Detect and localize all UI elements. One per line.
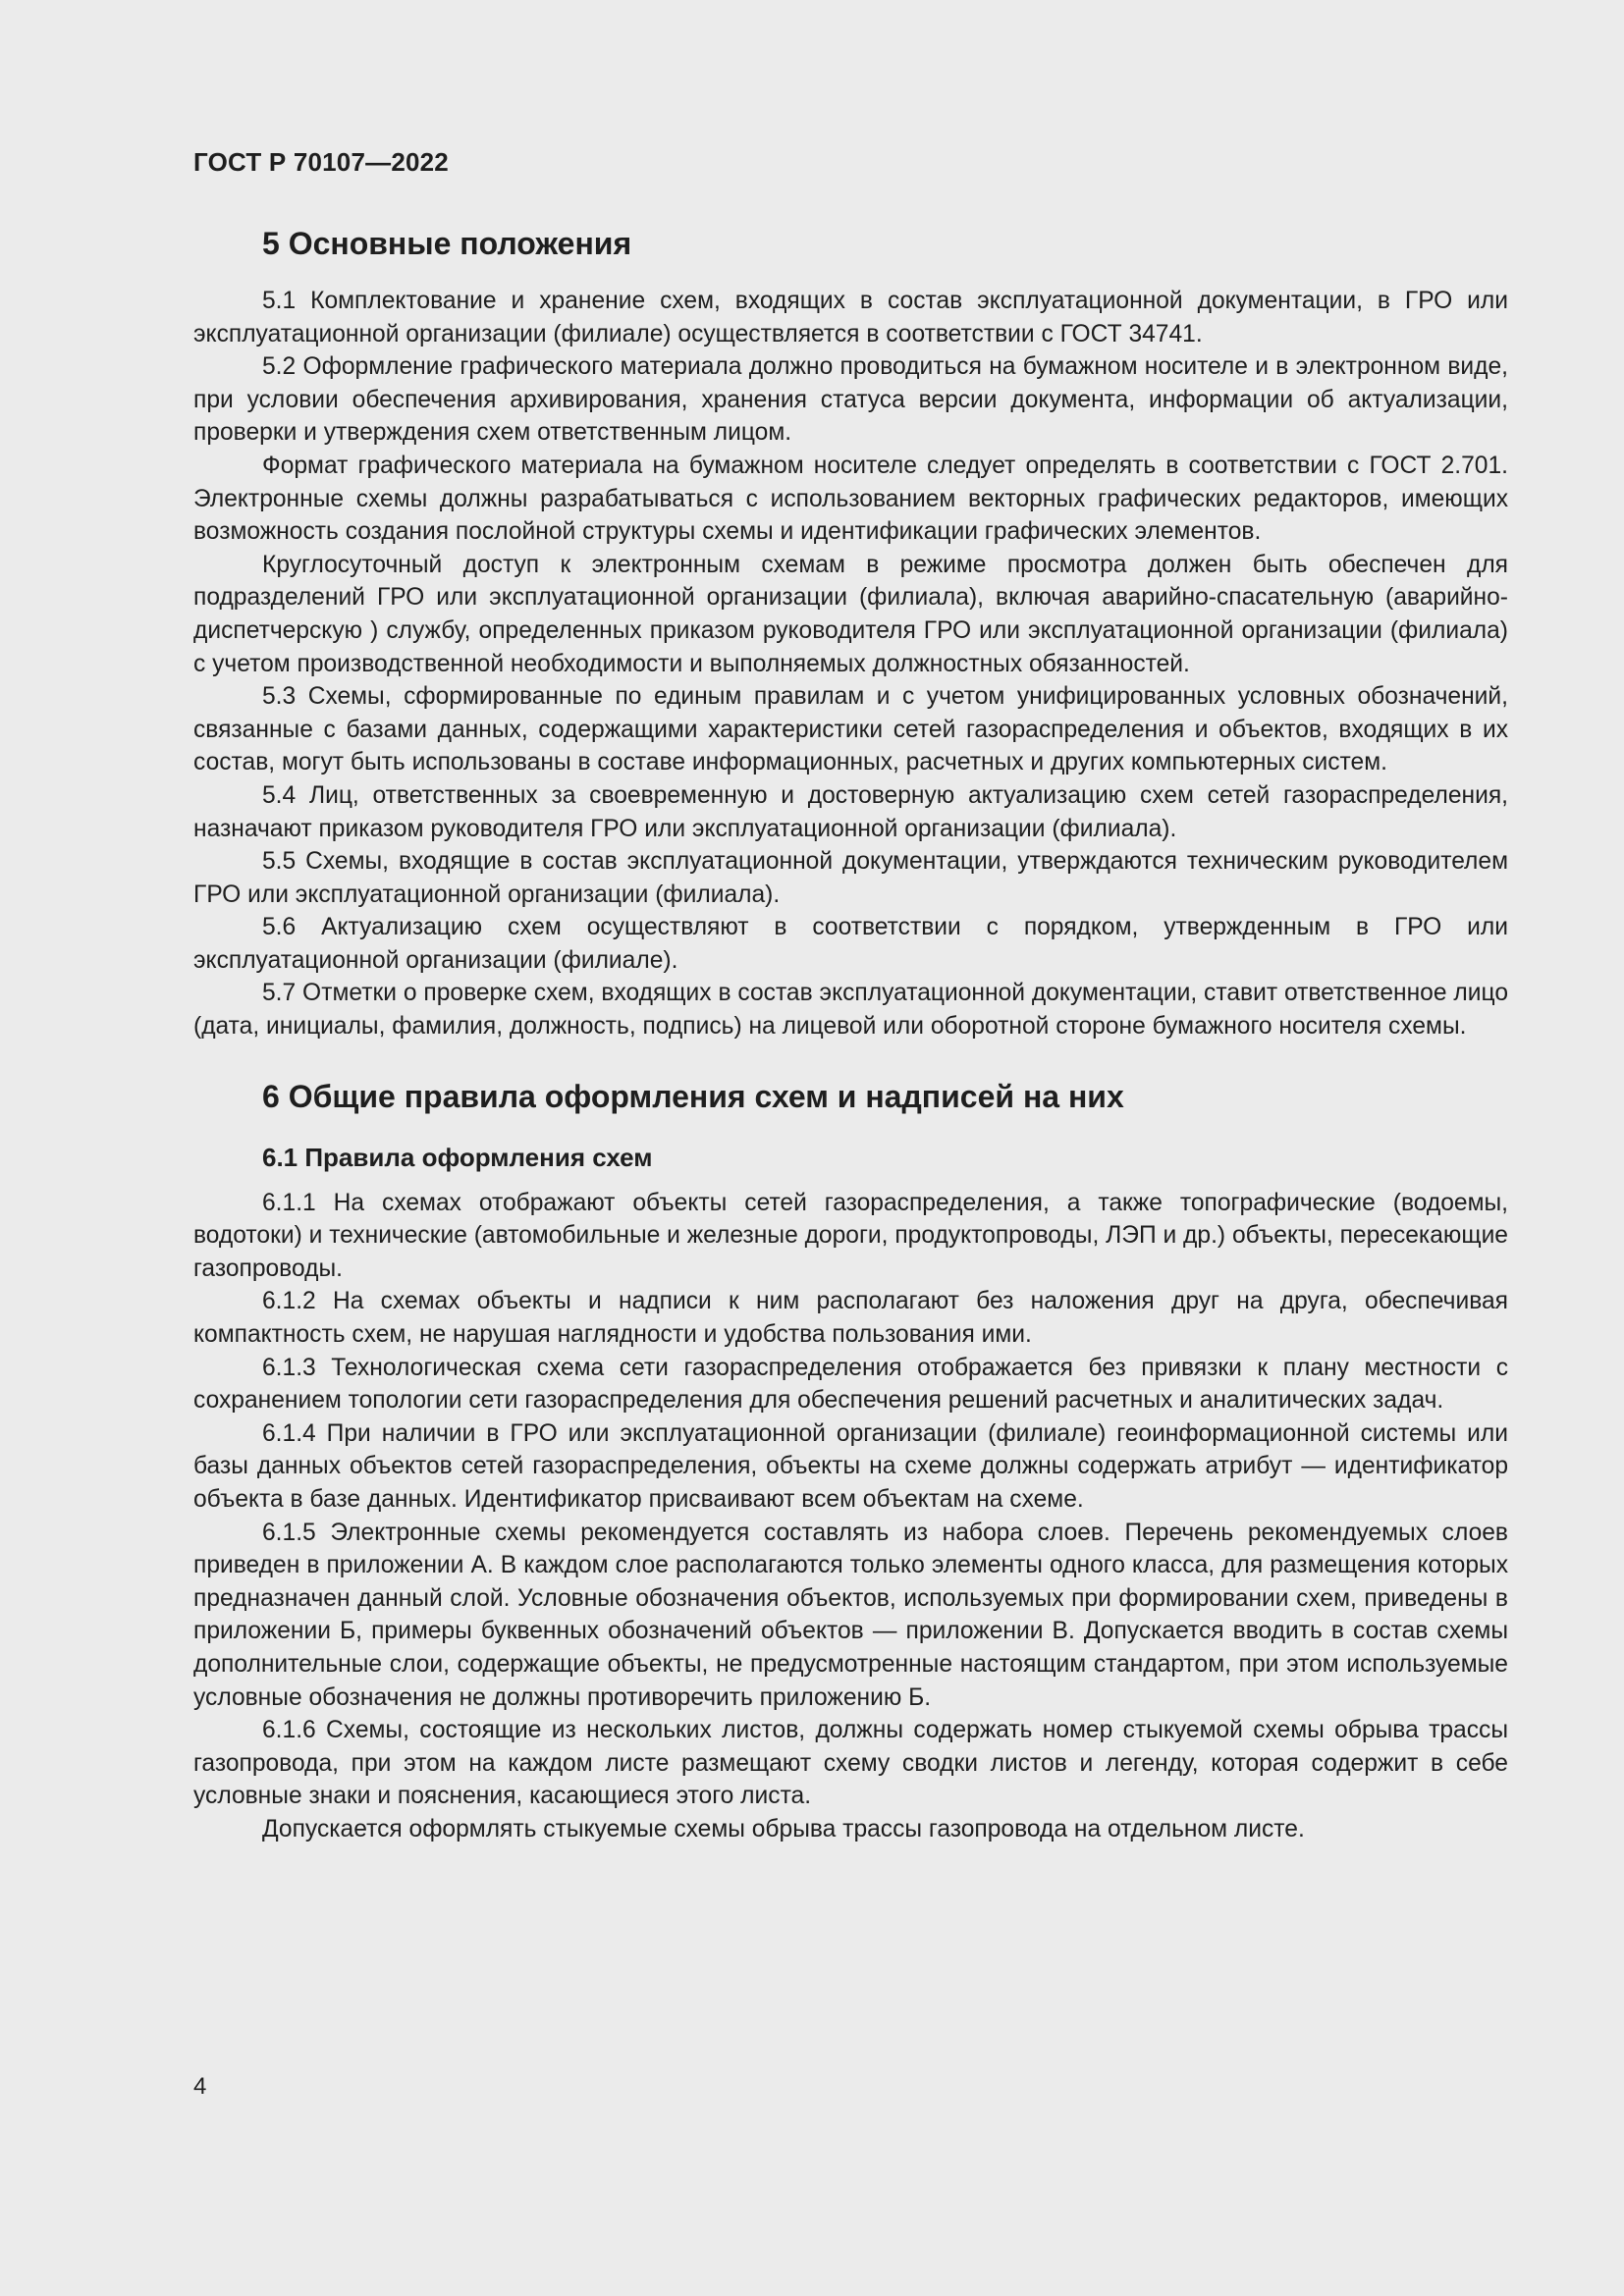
section-5-title: 5 Основные положения — [262, 226, 632, 261]
paragraph-6-1-3: 6.1.3 Технологическая схема сети газораспределения отображается без привязки к плану местности с сохранением топологии сети газораспределения для обеспечения решений расчетных и аналитических задач. — [193, 1354, 1508, 1415]
paragraph-6-1-6-note: Допускается оформлять стыкуемые схемы обрыва трассы газопровода на отдельном листе. — [262, 1815, 1305, 1842]
document-code-header: ГОСТ Р 70107—2022 — [193, 147, 449, 177]
paragraph-6-1-5: 6.1.5 Электронные схемы рекомендуется составлять из набора слоев. Перечень рекомендуемых слоев приведен в приложении А. В каждом слое располагаются только элементы одного класса, для размещения которых предназначен данный слой. Условные обозначения объектов, используемых при формировании схем, приведены в приложении Б, примеры буквенных обозначений объектов — приложении В. Допускается вводить в состав схемы дополнительные слои, содержащие объекты, не предусмотренные настоящим стандартом, при этом используемые условные обозначения не должны противоречить приложению Б. — [193, 1519, 1508, 1711]
subsection-6-1-title: 6.1 Правила оформления схем — [262, 1142, 653, 1172]
paragraph-6-1-2: 6.1.2 На схемах объекты и надписи к ним располагают без наложения друг на друга, обеспечивая компактность схем, не нарушая наглядности и удобства пользования ими. — [193, 1288, 1508, 1349]
paragraph-5-2-format: Формат графического материала на бумажном носителе следует определять в соответствии с ГОСТ 2.701. Электронные схемы должны разрабатываться с использованием векторных графических редакторов, имеющих возможность создания послойной структуры схемы и идентификации графических элементов. — [193, 452, 1508, 546]
paragraph-5-1: 5.1 Комплектование и хранение схем, входящих в состав эксплуатационной документации, в ГРО или эксплуатационной организации (филиале) осуществляется в соответствии с ГОСТ 34741. — [193, 288, 1508, 347]
paragraph-5-2: 5.2 Оформление графического материала должно проводиться на бумажном носителе и в электронном виде, при условии обеспечения архивирования, хранения статуса версии документа, информации об актуализации, проверки и утверждения схем ответственным лицом. — [193, 353, 1508, 447]
paragraph-5-4: 5.4 Лиц, ответственных за своевременную и достоверную актуализацию схем сетей газораспределения, назначают приказом руководителя ГРО или эксплуатационной организации (филиала). — [193, 781, 1508, 842]
paragraph-5-3: 5.3 Схемы, сформированные по единым правилам и с учетом унифицированных условных обозначений, связанные с базами данных, содержащими характеристики сетей газораспределения и объектов, входящих в их состав, могут быть использованы в составе информационных, расчетных и других компьютерных систем. — [193, 683, 1508, 776]
section-6-title: 6 Общие правила оформления схем и надписей на них — [262, 1078, 1124, 1114]
paragraph-6-1-4: 6.1.4 При наличии в ГРО или эксплуатационной организации (филиале) геоинформационной системы или базы данных объектов сетей газораспределения, объекты на схеме должны содержать атрибут — идентификатор объекта в базе данных. Идентификатор присваивают всем объектам на схеме. — [193, 1419, 1508, 1513]
paragraph-5-5: 5.5 Схемы, входящие в состав эксплуатационной документации, утверждаются техническим руководителем ГРО или эксплуатационной организации (филиала). — [193, 848, 1508, 908]
page-content — [193, 218, 1508, 1846]
paragraph-5-6: 5.6 Актуализацию схем осуществляют в соответствии с порядком, утвержденным в ГРО или эксплуатационной организации (филиале). — [193, 914, 1508, 974]
paragraph-6-1-6: 6.1.6 Схемы, состоящие из нескольких листов, должны содержать номер стыкуемой схемы обрыва трассы газопровода, при этом на каждом листе размещают схему сводки листов и легенду, которая содержит в себе условные знаки и пояснения, касающиеся этого листа. — [193, 1717, 1508, 1810]
page-number: 4 — [193, 2073, 207, 2100]
paragraph-5-2-access: Круглосуточный доступ к электронным схемам в режиме просмотра должен быть обеспечен для подразделений ГРО или эксплуатационной организации (филиала), включая аварийно-спасательную (аварийно-диспетчерскую ) службу, определенных приказом руководителя ГРО или эксплуатационной организации (филиала) с учетом производственной необходимости и выполняемых должностных обязанностей. — [193, 551, 1508, 677]
paragraph-5-7: 5.7 Отметки о проверке схем, входящих в состав эксплуатационной документации, ставит ответственное лицо (дата, инициалы, фамилия, должность, подпись) на лицевой или оборотной стороне бумажного носителя схемы. — [193, 980, 1508, 1041]
paragraph-6-1-1: 6.1.1 На схемах отображают объекты сетей газораспределения, а также топографические (водоемы, водотоки) и технические (автомобильные и железные дороги, продуктопроводы, ЛЭП и др.) объекты, пересекающие газопроводы. — [193, 1189, 1508, 1282]
